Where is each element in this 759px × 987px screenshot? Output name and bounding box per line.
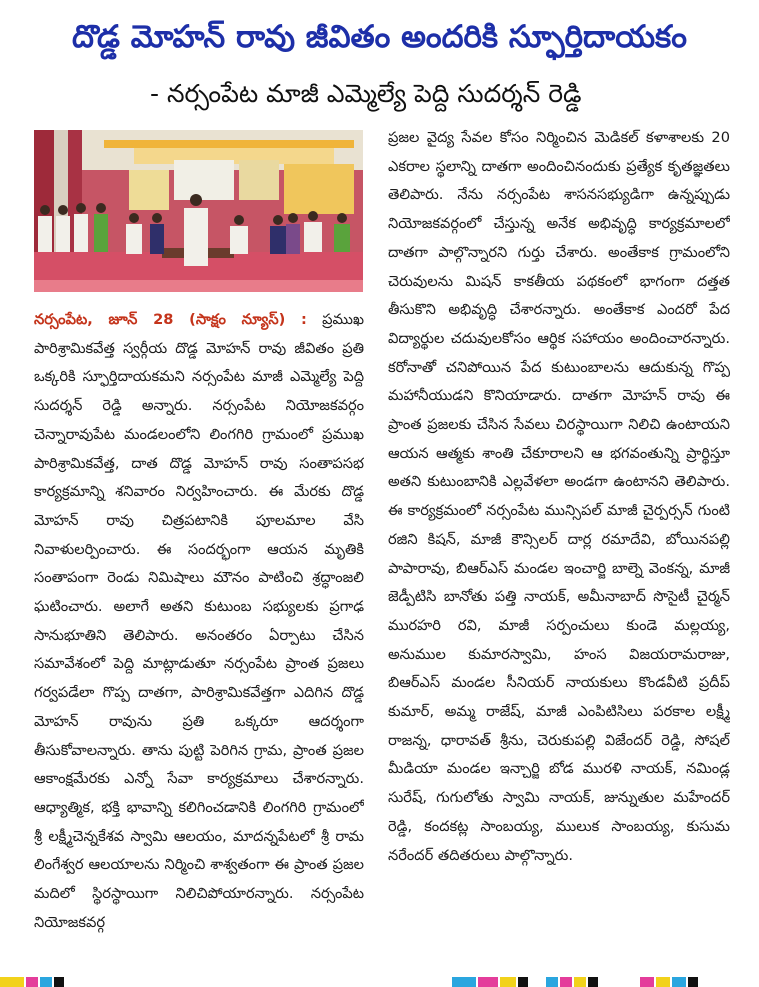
- headline: దొడ్డ మోహన్ రావు జీవితం అందరికి స్ఫూర్తిదాయకం: [72, 19, 687, 55]
- article-body-right: ప్రజల వైద్య సేవల కోసం నిర్మించిన మెడికల్ కళాశాలకు 20 ఎకరాల స్థలాన్ని దాతగా అందించినందుకు ప్రత్యేక కృతజ్ఞతలు తెలిపారు. నేను నర్సంపేట శాసనసభ్యుడిగా ఉన్నప్పుడు నియోజకవర్గంలో చేస్తున్న అనేక అభివృద్ధి కార్యక్రమాలలో దాతగా పాల్గొన్నారని గుర్తు చేశారు. అంతేకాక గ్రామంలోని చెరువులను మిషన్ కాకతీయ పథకంలో భాగంగా దత్తత తీసుకొని అభివృద్ధి చేశారన్నారు. అంతేకాక ఎందరో పేద విద్యార్థుల చదువులకోసం ఆర్థిక సహాయం అందించారన్నారు. కరోనాతో చనిపోయిన పేద కుటుంబాలను ఆదుకున్న గొప్ప మహానీయుడని కొనియాడారు. దాతగా మోహన్ రావు ఈ ప్రాంత ప్రజలకు చేసిన సేవలు చిరస్థాయిగా నిలిచి ఉంటాయని ఆయన ఆత్మకు శాంతి చేకూరాలని ఆ భగవంతున్ని ప్రార్థిస్తూ అతని కుటుంబానికి ఎల్లవేళలా అండగా ఉంటానని తెలిపారు. ఈ కార్యక్రమంలో నర్సంపేట మున్సిపల్ మాజీ చైర్పర్సన్ గుంటి రజిని కిషన్, మాజీ కౌన్సిలర్ దార్ల రమాదేవి, బోయినపల్లి పాపారావు, బిఆర్ఎస్ మండల ఇంచార్జి బాల్నె వెంకన్న, మాజీ జెడ్పీటిసి బానోతు పత్తి నాయక్, అమీనాబాద్ సొసైటీ చైర్మన్ మురహరి రవి, మాజీ సర్పంచులు కుండె మల్లయ్య, అనుముల కుమారస్వామి, హంస విజయరామరాజు, బిఆర్ఎస్ మండల సీనియర్ నాయకులు కొండవీటి ప్రదీప్ కుమార్, అమ్మ రాజేష్, మాజీ ఎంపిటిసిలు పరకాల లక్ష్మీ రాజన్న, ధారావత్ శ్రీను, చెరుకుపల్లి విజేందర్ రెడ్డి, సోషల్ మీడియా మండల ఇన్చార్జి బోడ మురళి నాయక్, నమిండ్ల సురేష్, గుగులోతు స్వామి నాయక్, జున్నుతుల మహేందర్ రెడ్డి, కందకట్ల సాంబయ్య, ములుక సాంబయ్య, కుసుమ నరేందర్ తదితరులు పాల్గొన్నారు.: [388, 129, 730, 864]
- register-mark: [672, 977, 686, 987]
- register-mark: [40, 977, 52, 987]
- register-mark: [518, 977, 528, 987]
- register-mark: [0, 977, 24, 987]
- article-dateline: నర్సంపేట, జూన్ 28 (సాక్షం న్యూస్) :: [34, 311, 307, 328]
- register-mark: [500, 977, 516, 987]
- register-mark: [26, 977, 38, 987]
- article-column-right: [388, 124, 730, 936]
- register-mark: [640, 977, 654, 987]
- event-photo-image: [34, 130, 363, 292]
- subheadline: - నర్సంపేట మాజీ ఎమ్మెల్యే పెద్ది సుదర్శన్ రెడ్డి: [150, 79, 582, 108]
- print-register-marks: [0, 971, 759, 987]
- article-body-left: ప్రముఖ పారిశ్రామికవేత్త స్వర్గీయ దొడ్డ మోహన్ రావు జీవితం ప్రతి ఒక్కరికి స్ఫూర్తిదాయకమని నర్సంపేట మాజీ ఎమ్మెల్యే పెద్ది సుదర్శన్ రెడ్డి అన్నారు. నర్సంపేట నియోజకవర్గం చెన్నారావుపేట మండలంలోని లింగగిరి గ్రామంలో ప్రముఖ పారిశ్రామికవేత్త, దాత దొడ్డ మోహన్ రావు సంతాపసభ కార్యక్రమాన్ని శనివారం నిర్వహించారు. ఈ మేరకు దొడ్డ మోహన్ రావు చిత్రపటానికి పూలమాల వేసి నివాళులర్పించారు. ఈ సందర్భంగా ఆయన మృతికి సంతాపంగా రెండు నిమిషాలు మౌనం పాటించి శ్రద్ధాంజలి ఘటించారు. అలాగే అతని కుటుంబ సభ్యులకు ప్రగాఢ సానుభూతిని తెలిపారు. అనంతరం ఏర్పాటు చేసిన సమావేశంలో పెద్ది మాట్లాడుతూ నర్సంపేట ప్రాంత ప్రజలు గర్వపడేలా గొప్ప దాతగా, పారిశ్రామికవేత్తగా ఎదిగిన దొడ్డ మోహన్ రావును ప్రతి ఒక్కరూ ఆదర్శంగా తీసుకోవాలన్నారు. తాను పుట్టి పెరిగిన గ్రామ, ప్రాంత ప్రజల ఆకాంక్షమేరకు ఎన్నో సేవా కార్యక్రమాలు చేశారన్నారు. ఆధ్యాత్మిక, భక్తి భావాన్ని కలిగించడానికి లింగగిరి గ్రామంలో శ్రీ లక్ష్మీచెన్నకేశవ స్వామి ఆలయం, మాదన్నపేటలో శ్రీ రామ లింగేశ్వర ఆలయాలను నిర్మించి శాశ్వతంగా ఈ ప్రాంత ప్రజల మదిలో స్థిరస్థాయిగా నిలిచిపోయారన్నారు. నర్సంపేట నియోజకవర్గ: [34, 311, 364, 931]
- register-mark: [574, 977, 586, 987]
- event-photo: [34, 130, 363, 292]
- register-mark: [452, 977, 476, 987]
- article-column-left: [34, 306, 364, 944]
- register-mark: [656, 977, 670, 987]
- register-mark: [588, 977, 598, 987]
- register-mark: [546, 977, 558, 987]
- register-mark: [54, 977, 64, 987]
- register-mark: [560, 977, 572, 987]
- register-mark: [688, 977, 698, 987]
- register-mark: [478, 977, 498, 987]
